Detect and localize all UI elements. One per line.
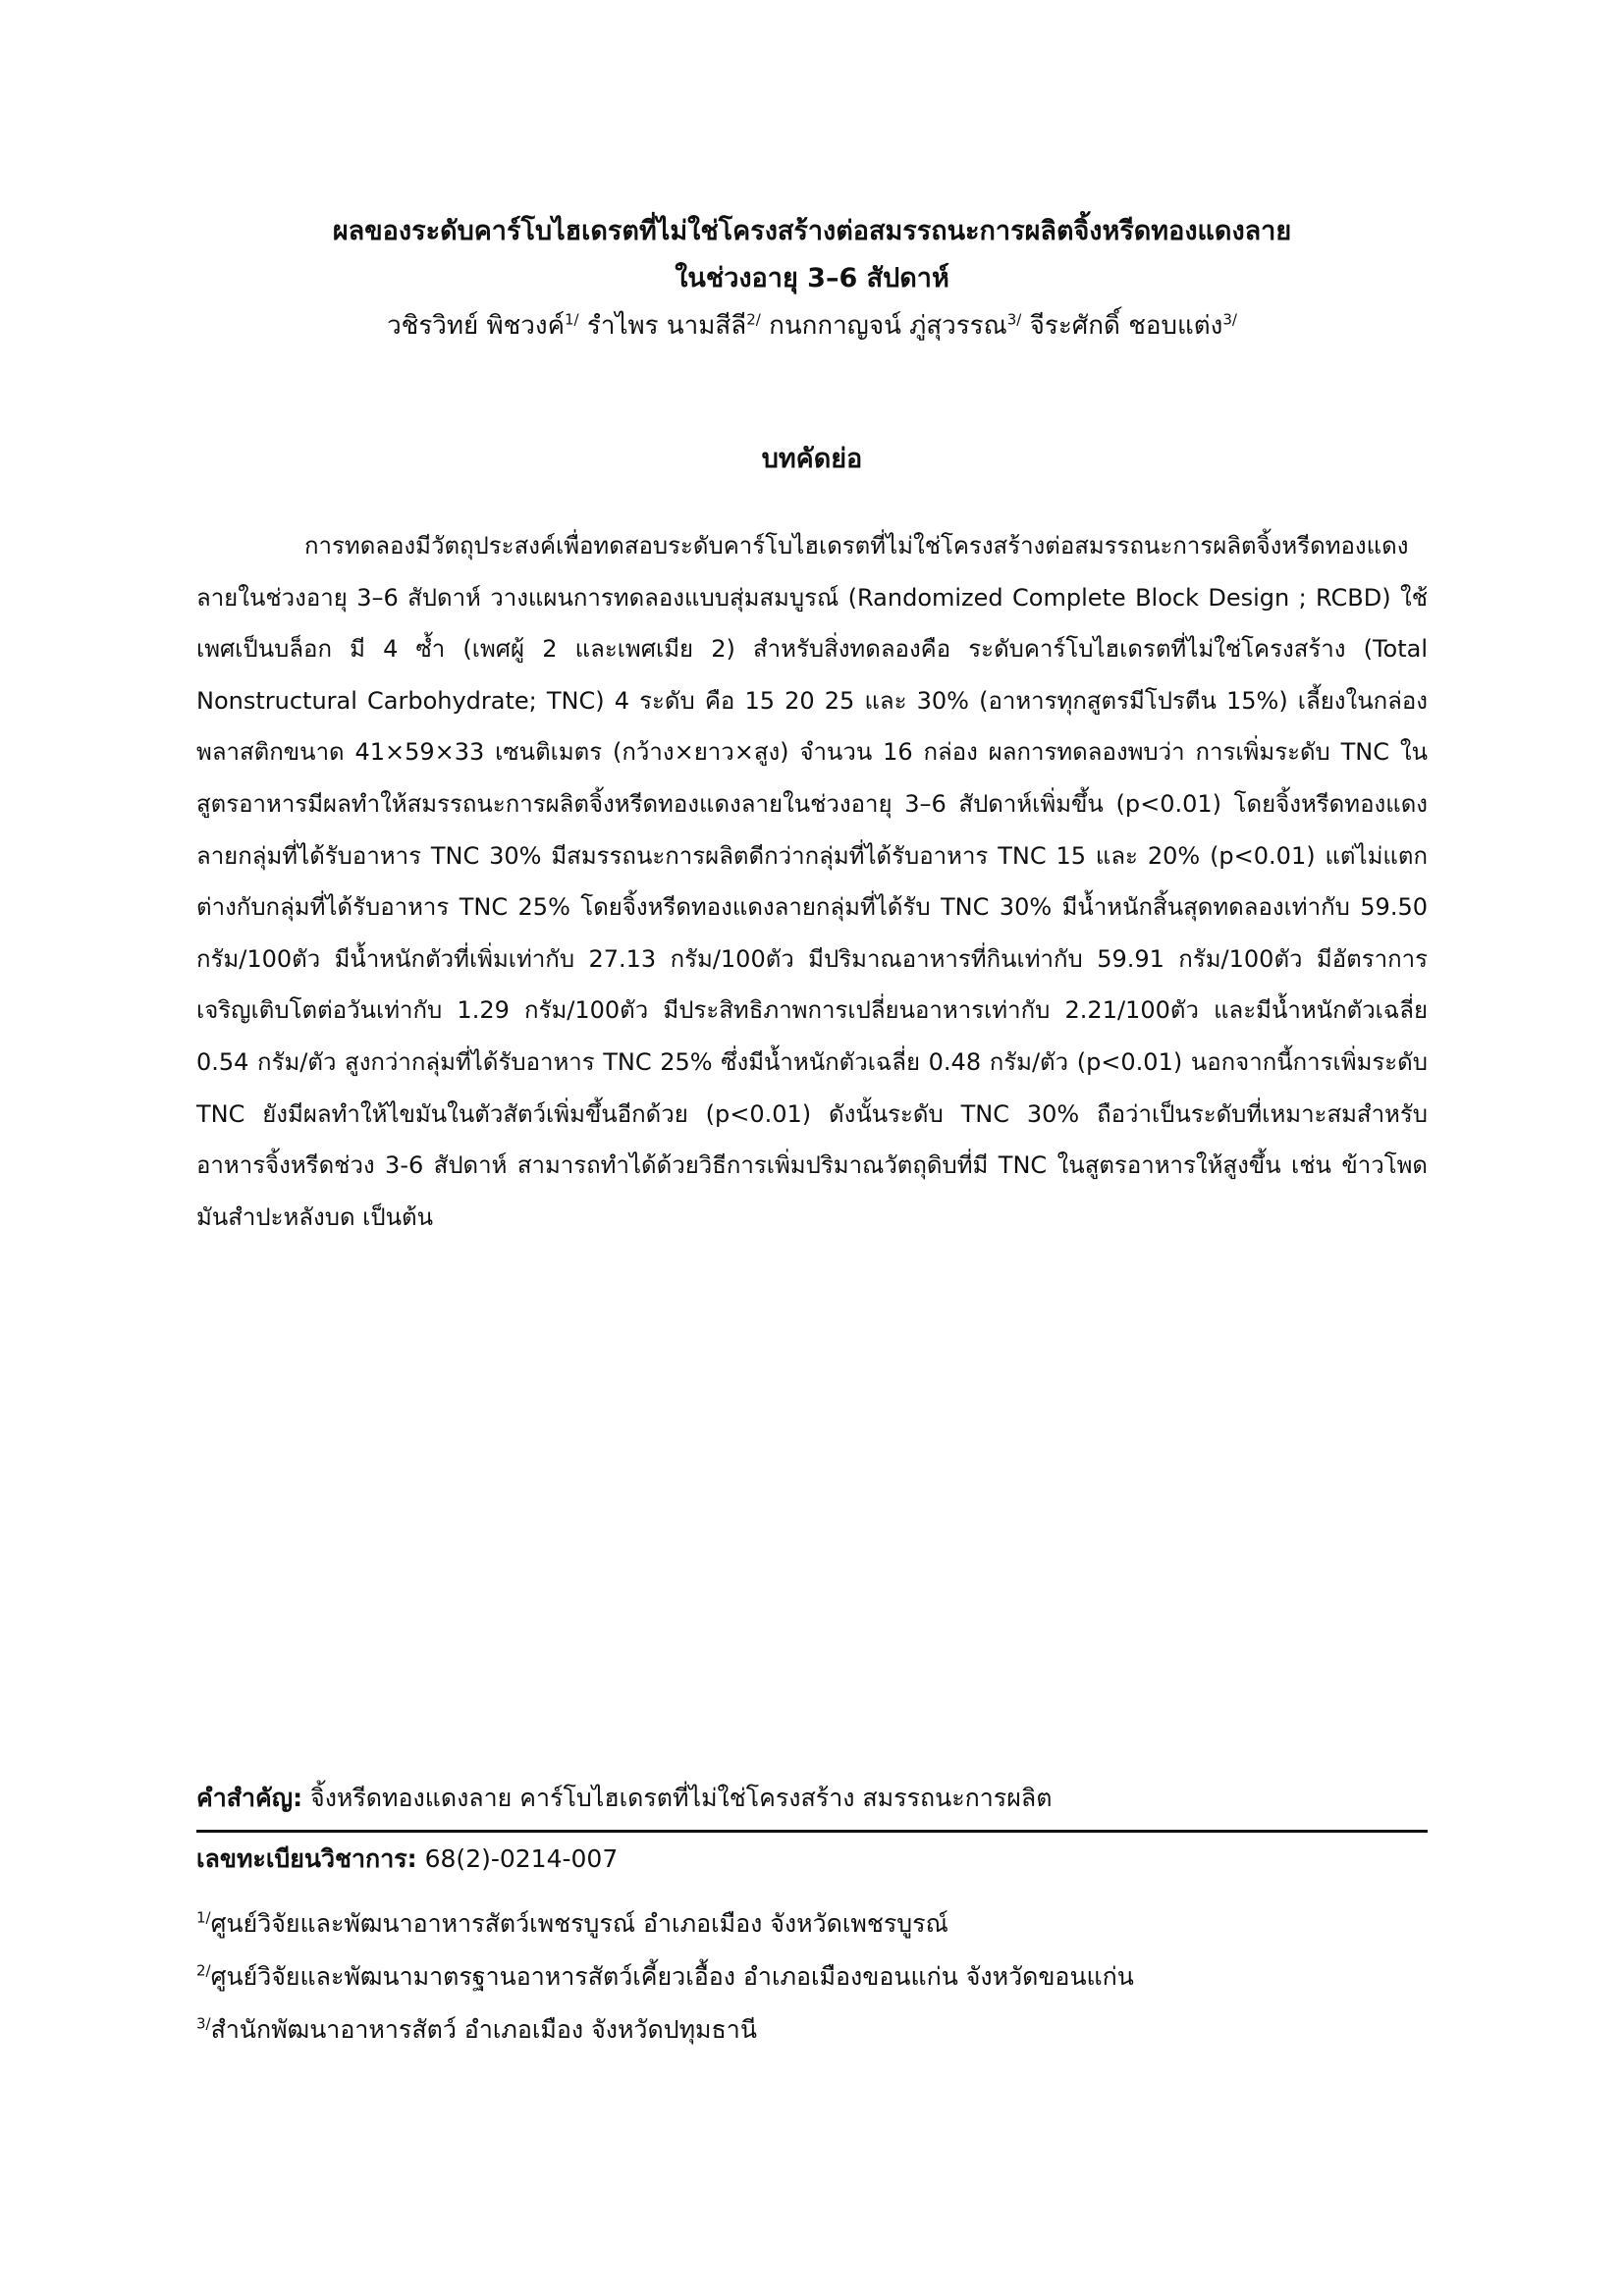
- affiliation-list: [196, 1897, 1428, 2056]
- registration-line: [196, 1836, 1428, 1883]
- paper-title-line-1: ผลของระดับคาร์โบไฮเดรตที่ไม่ใช่โครงสร้างต่อสมรรถนะการผลิตจิ้งหรีดทองแดงลาย: [332, 216, 1292, 246]
- affiliation-text: ศูนย์วิจัยและพัฒนาอาหารสัตว์เพชรบูรณ์ อำเภอเมือง จังหวัดเพชรบูรณ์: [210, 1909, 948, 1938]
- keywords-label: คำสำคัญ:: [196, 1784, 303, 1812]
- keywords-line: [196, 1775, 1428, 1822]
- author-name: กนกกาญจน์ ภู่สุวรรณ: [769, 311, 1007, 341]
- separator-rule: [196, 1830, 1428, 1833]
- affiliation-item: [196, 1897, 1428, 1950]
- author-list: [196, 302, 1428, 349]
- author-affiliation-mark: 2/: [746, 310, 761, 329]
- affiliation-item: [196, 2003, 1428, 2056]
- affiliation-item: [196, 1950, 1428, 2003]
- author-affiliation-mark: 3/: [1006, 310, 1022, 329]
- abstract-body: การทดลองมีวัตถุประสงค์เพื่อทดสอบระดับคาร์โบไฮเดรตที่ไม่ใช่โครงสร้างต่อสมรรถนะการผลิตจิ้งหรีดทองแดงลายในช่วงอายุ 3–6 สัปดาห์ วางแผนการทดลองแบบสุ่มสมบูรณ์ (Randomized Complete Block Design ; RCBD) ใช้เพศเป็นบล็อก มี 4 ซ้ำ (เพศผู้ 2 และเพศเมีย 2) สำหรับสิ่งทดลองคือ ระดับคาร์โบไฮเดรตที่ไม่ใช่โครงสร้าง (Total Nonstructural Carbohydrate; TNC) 4 ระดับ คือ 15 20 25 และ 30% (อาหารทุกสูตรมีโปรตีน 15%) เลี้ยงในกล่องพลาสติกขนาด 41×59×33 เซนติเมตร (กว้าง×ยาว×สูง) จำนวน 16 กล่อง ผลการทดลองพบว่า การเพิ่มระดับ TNC ในสูตรอาหารมีผลทำให้สมรรถนะการผลิตจิ้งหรีดทองแดงลายในช่วงอายุ 3–6 สัปดาห์เพิ่มขึ้น (p<0.01) โดยจิ้งหรีดทองแดงลายกลุ่มที่ได้รับอาหาร TNC 30% มีสมรรถนะการผลิตดีกว่ากลุ่มที่ได้รับอาหาร TNC 15 และ 20% (p<0.01) แต่ไม่แตกต่างกับกลุ่มที่ได้รับอาหาร TNC 25% โดยจิ้งหรีดทองแดงลายกลุ่มที่ได้รับ TNC 30% มีน้ำหนักสิ้นสุดทดลองเท่ากับ 59.50 กรัม/100ตัว มีน้ำหนักตัวที่เพิ่มเท่ากับ 27.13 กรัม/100ตัว มีปริมาณอาหารที่กินเท่ากับ 59.91 กรัม/100ตัว มีอัตราการเจริญเติบโตต่อวันเท่ากับ 1.29 กรัม/100ตัว มีประสิทธิภาพการเปลี่ยนอาหารเท่ากับ 2.21/100ตัว และมีน้ำหนักตัวเฉลี่ย 0.54 กรัม/ตัว สูงกว่ากลุ่มที่ได้รับอาหาร TNC 25% ซึ่งมีน้ำหนักตัวเฉลี่ย 0.48 กรัม/ตัว (p<0.01) นอกจากนี้การเพิ่มระดับ TNC ยังมีผลทำให้ไขมันในตัวสัตว์เพิ่มขึ้นอีกด้วย (p<0.01) ดังนั้นระดับ TNC 30% ถือว่าเป็นระดับที่เหมาะสมสำหรับอาหารจิ้งหรีดช่วง 3-6 สัปดาห์ สามารถทำได้ด้วยวิธีการเพิ่มปริมาณวัตถุดิบที่มี TNC ในสูตรอาหารให้สูงขึ้น เช่น ข้าวโพด มันสำปะหลังบด เป็นต้น: [196, 532, 1428, 1231]
- paper-title-line-2: ในช่วงอายุ 3–6 สัปดาห์: [675, 263, 949, 294]
- registration-label: เลขทะเบียนวิชาการ:: [196, 1844, 417, 1873]
- keywords-text: จิ้งหรีดทองแดงลาย คาร์โบไฮเดรตที่ไม่ใช่โครงสร้าง สมรรถนะการผลิต: [310, 1784, 1053, 1812]
- abstract-heading: บทคัดย่อ: [761, 444, 863, 474]
- title-block: [196, 208, 1428, 349]
- affiliation-mark: 2/: [196, 1961, 211, 1980]
- registration-value: 68(2)-0214-007: [424, 1844, 619, 1873]
- author-affiliation-mark: 1/: [565, 310, 579, 329]
- affiliation-text: ศูนย์วิจัยและพัฒนามาตรฐานอาหารสัตว์เคี้ยวเอื้อง อำเภอเมืองขอนแก่น จังหวัดขอนแก่น: [210, 1962, 1134, 1991]
- affiliation-mark: 1/: [196, 1908, 211, 1927]
- author-name: รำไพร นามสีลี: [586, 311, 747, 341]
- affiliation-text: สำนักพัฒนาอาหารสัตว์ อำเภอเมือง จังหวัดปทุมธานี: [210, 2015, 757, 2044]
- author-name: วชิรวิทย์ พิชวงค์: [387, 311, 565, 341]
- affiliation-mark: 3/: [196, 2014, 211, 2033]
- author-name: จีระศักดิ์ ชอบแต่ง: [1029, 311, 1223, 341]
- author-affiliation-mark: 3/: [1222, 310, 1237, 329]
